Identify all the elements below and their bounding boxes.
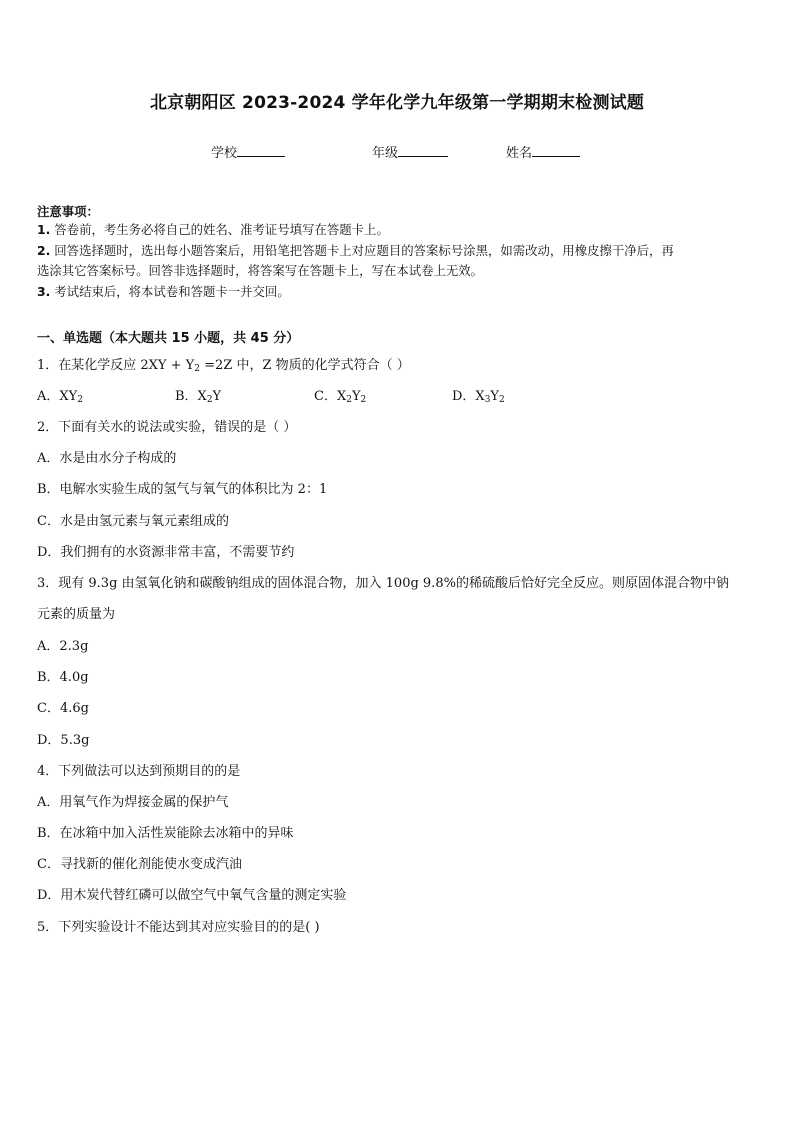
name-field xyxy=(506,142,580,161)
question-3-stem-continued: 元素的质量为 xyxy=(37,607,116,622)
name-blank[interactable] xyxy=(532,144,580,157)
school-field xyxy=(211,142,285,161)
q1-option-d[interactable]: D．$X_3Y_2$ xyxy=(452,389,505,405)
name-label: 姓名 xyxy=(506,146,533,161)
q2-option-a[interactable]: A．水是由水分子构成的 xyxy=(37,451,177,466)
q3-option-a[interactable]: A．2.3g xyxy=(37,639,89,654)
q3-option-c[interactable]: C．4.6g xyxy=(37,701,89,716)
notice-item: 3. 考试结束后，将本试卷和答题卡一并交回。 xyxy=(37,283,290,299)
notice-item-continued: 选涂其它答案标号。回答非选择题时，将答案写在答题卡上，写在本试卷上无效。 xyxy=(37,263,484,278)
question-5-stem: 5．下列实验设计不能达到其对应实验目的的是( ) xyxy=(37,920,320,935)
q2-option-c[interactable]: C．水是由氢元素与氧元素组成的 xyxy=(37,514,229,529)
q4-option-a[interactable]: A．用氧气作为焊接金属的保护气 xyxy=(37,795,229,810)
school-label: 学校 xyxy=(211,146,238,161)
q1-option-c[interactable]: C．$X_2Y_2$ xyxy=(314,389,367,405)
q4-option-d[interactable]: D．用木炭代替红磷可以做空气中氧气含量的测定实验 xyxy=(37,888,347,903)
q4-option-b[interactable]: B．在冰箱中加入活性炭能除去冰箱中的异味 xyxy=(37,826,294,841)
school-blank[interactable] xyxy=(237,144,285,157)
exam-title: 北京朝阳区 2023-2024 学年化学九年级第一学期期末检测试题 xyxy=(149,93,645,113)
question-4-stem: 4．下列做法可以达到预期目的的是 xyxy=(37,764,241,779)
q1-option-a[interactable]: A．$XY_2$ xyxy=(37,389,83,405)
notice-block xyxy=(37,202,759,302)
q4-option-c[interactable]: C．寻找新的催化剂能使水变成汽油 xyxy=(37,857,242,872)
grade-field xyxy=(372,142,448,161)
q1-option-b[interactable]: B．$X_2Y$ xyxy=(175,389,222,405)
grade-label: 年级 xyxy=(372,146,399,161)
q2-option-d[interactable]: D．我们拥有的水资源非常丰富，不需要节约 xyxy=(37,545,295,560)
notice-item: 1. 答卷前，考生务必将自己的姓名、准考证号填写在答题卡上。 xyxy=(37,222,389,237)
q2-option-b[interactable]: B．电解水实验生成的氢气与氧气的体积比为 2：1 xyxy=(37,482,328,497)
question-1-stem: 1．在某化学反应 $2XY + Y_2 =2Z$ 中，Z 物质的化学式符合（ ） xyxy=(37,358,410,374)
notice-heading: 注意事项： xyxy=(37,204,99,219)
section-title: 一、单选题（本大题共 15 小题，共 45 分） xyxy=(37,331,300,346)
notice-item: 2. 回答选择题时，选出每小题答案后，用铅笔把答题卡上对应题目的答案标号涂黑，如需改动，用橡皮擦干净后，再 xyxy=(37,242,674,258)
q3-option-b[interactable]: B．4.0g xyxy=(37,670,89,685)
question-3-stem: 3．现有 9.3g 由氢氧化钠和碳酸钠组成的固体混合物，加入 100g 9.8%的稀硫酸后恰好完全反应。则原固体混合物中钠 xyxy=(37,576,729,591)
grade-blank[interactable] xyxy=(398,144,448,157)
q3-option-d[interactable]: D．5.3g xyxy=(37,733,90,748)
question-2-stem: 2．下面有关水的说法或实验，错误的是（ ） xyxy=(37,420,297,435)
